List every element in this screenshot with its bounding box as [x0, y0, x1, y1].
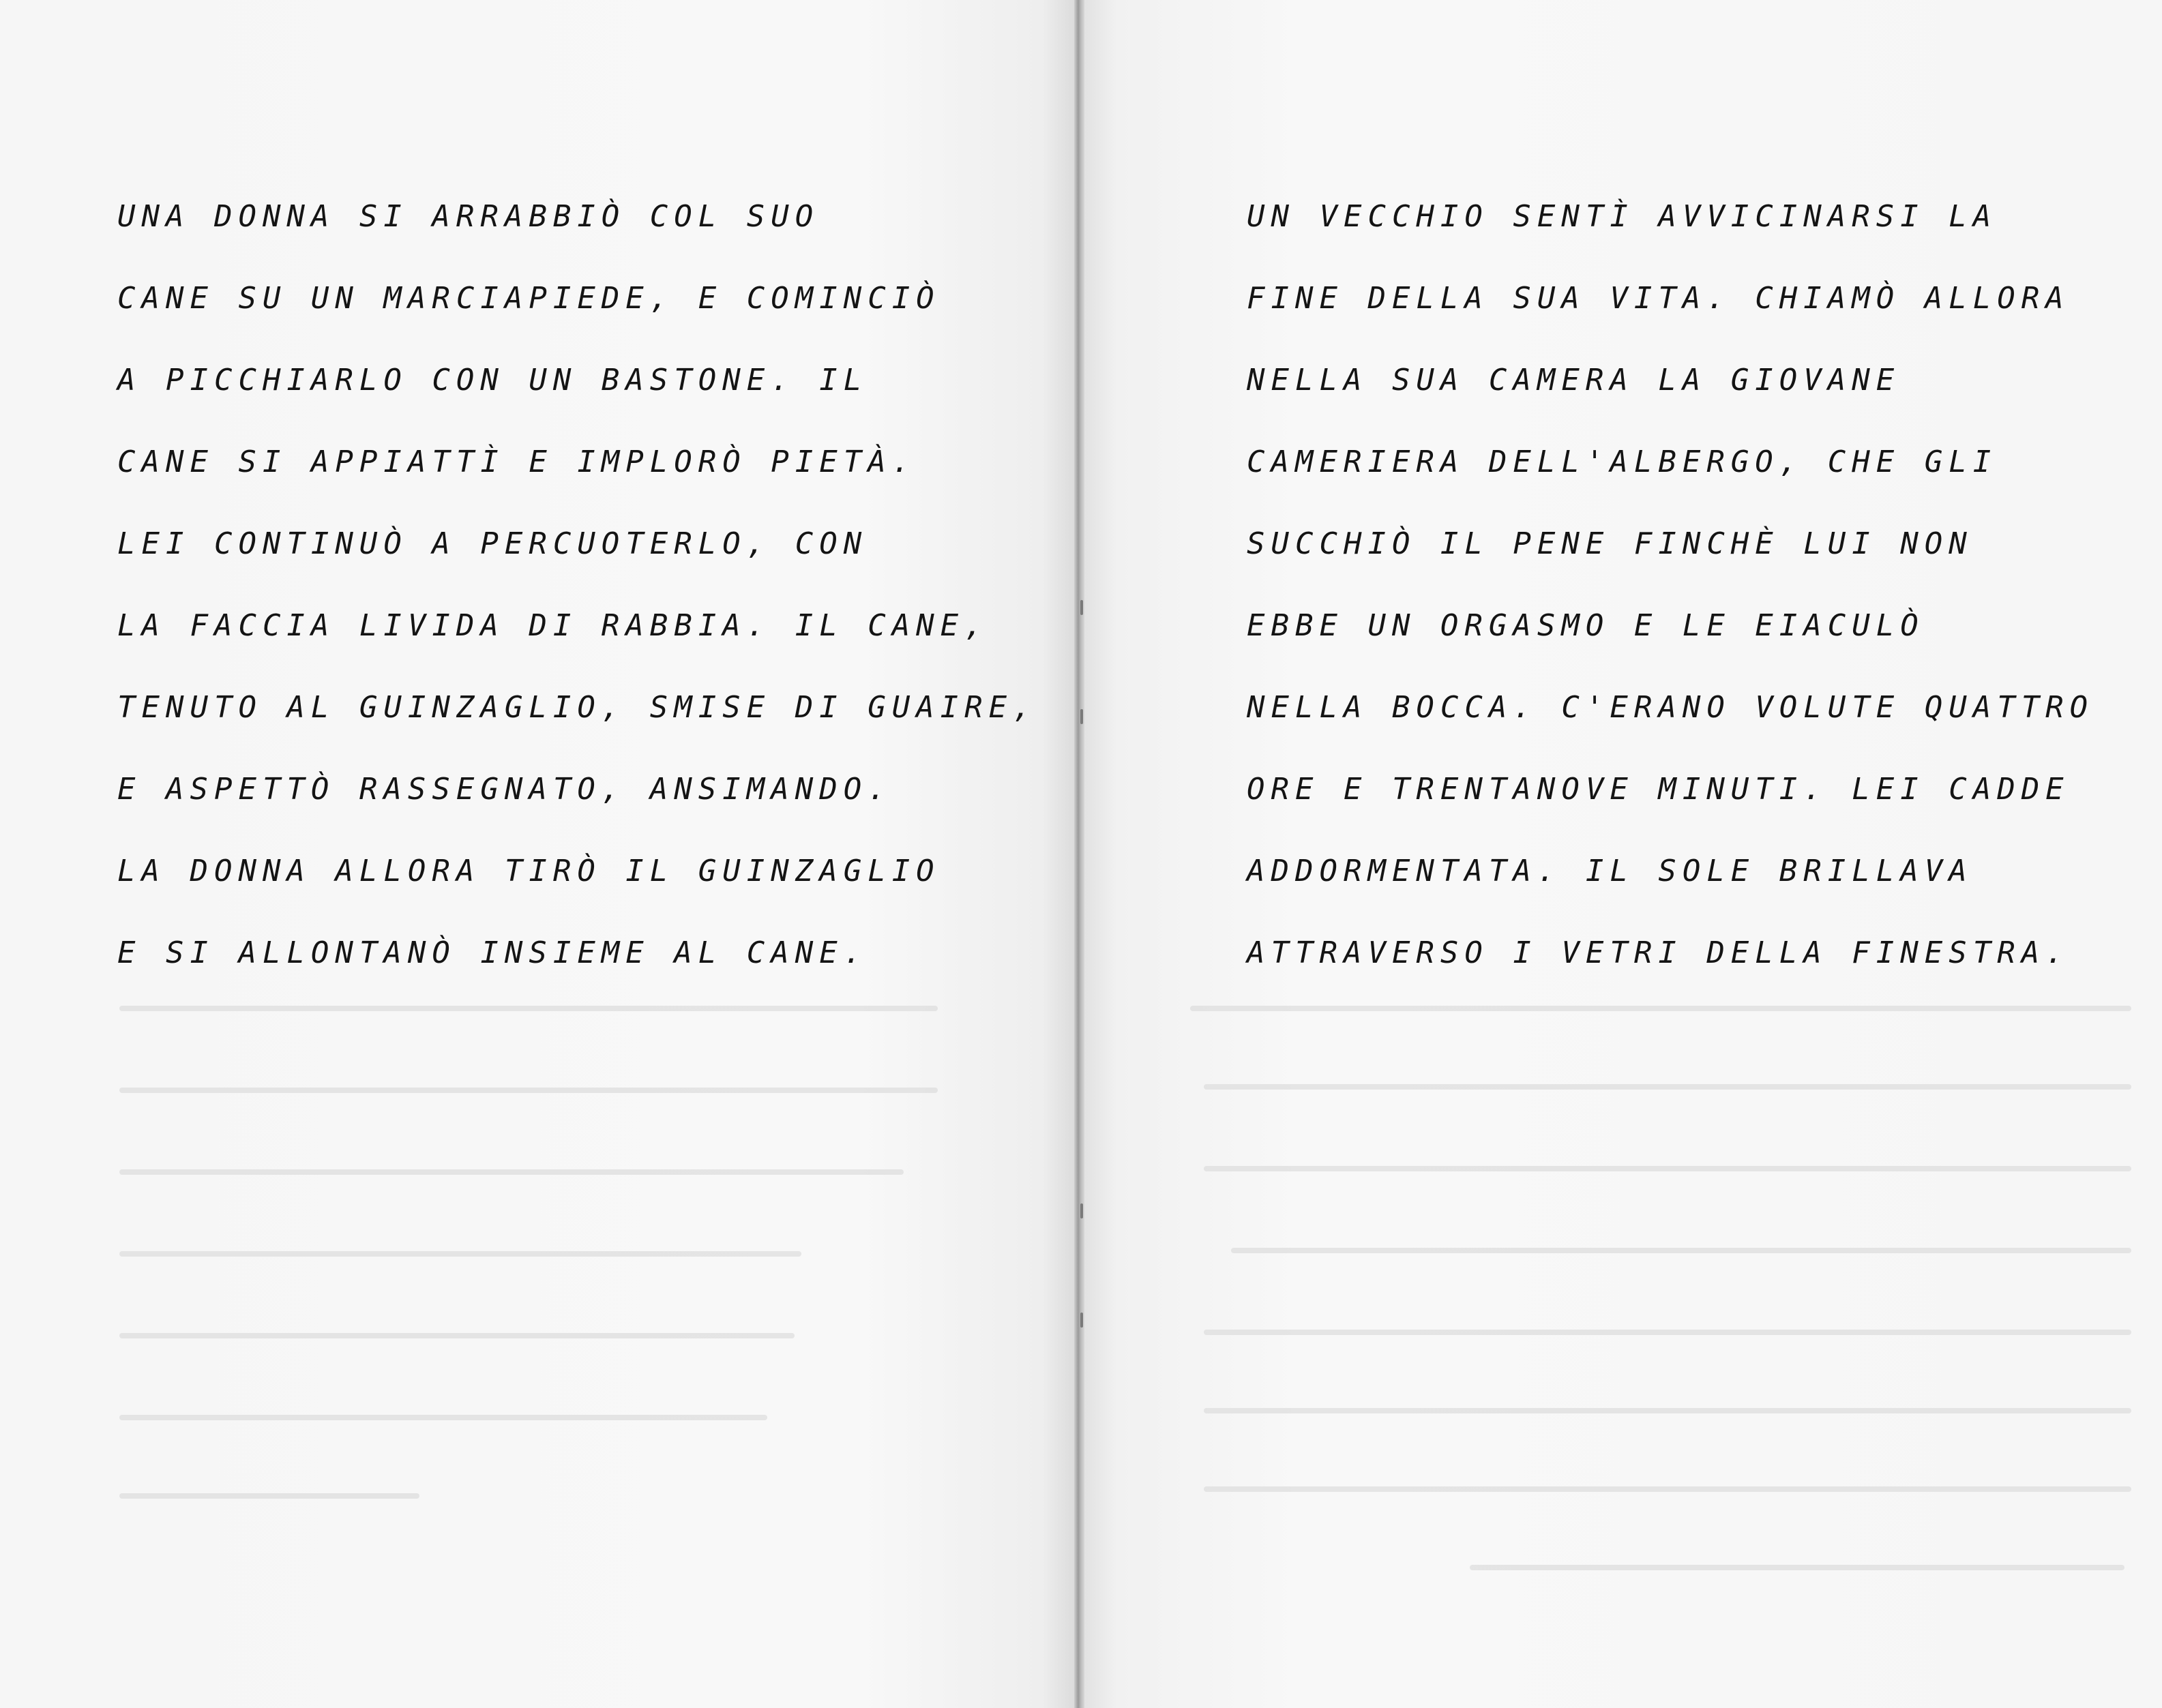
text-line: UN VECCHIO SENTÌ AVVICINARSI LA [1247, 199, 1998, 234]
right-page-text [1247, 176, 2094, 994]
text-line: TENUTO AL GUINZAGLIO, SMISE DI GUAIRE, [117, 690, 1037, 725]
text-line: LEI CONTINUÒ A PERCUOTERLO, CON [117, 526, 868, 561]
text-line: ATTRAVERSO I VETRI DELLA FINESTRA. [1247, 935, 2070, 970]
text-line: E ASPETTÒ RASSEGNATO, ANSIMANDO. [117, 772, 892, 807]
show-through-line [1204, 1486, 2131, 1492]
show-through-line [1204, 1330, 2131, 1335]
show-through-line [119, 1333, 795, 1338]
text-line: LA FACCIA LIVIDA DI RABBIA. IL CANE, [117, 608, 989, 643]
show-through-line [119, 1088, 938, 1093]
text-line: UNA DONNA SI ARRABBIÒ COL SUO [117, 199, 820, 234]
show-through-line [1231, 1248, 2131, 1253]
text-line: NELLA SUA CAMERA LA GIOVANE [1247, 363, 1901, 398]
show-through-line [1204, 1408, 2131, 1413]
staple [1080, 709, 1083, 724]
show-through-line [119, 1493, 419, 1499]
show-through-line [119, 1006, 938, 1011]
text-line: ADDORMENTATA. IL SOLE BRILLAVA [1247, 854, 1973, 888]
show-through-line [119, 1169, 904, 1175]
staple [1080, 1313, 1083, 1328]
text-line: FINE DELLA SUA VITA. CHIAMÒ ALLORA [1247, 281, 2070, 316]
show-through-line [1204, 1166, 2131, 1171]
show-through-line [119, 1251, 801, 1257]
text-line: EBBE UN ORGASMO E LE EIACULÒ [1247, 608, 1925, 643]
text-line: CANE SI APPIATTÌ E IMPLORÒ PIETÀ. [117, 445, 917, 479]
staple [1080, 600, 1083, 615]
show-through-line [1190, 1006, 2131, 1011]
text-line: CANE SU UN MARCIAPIEDE, E COMINCIÒ [117, 281, 941, 316]
book-gutter [1074, 0, 1084, 1708]
text-line: LA DONNA ALLORA TIRÒ IL GUINZAGLIO [117, 854, 941, 888]
show-through-line [119, 1415, 767, 1420]
text-line: E SI ALLONTANÒ INSIEME AL CANE. [117, 935, 868, 970]
text-line: ORE E TRENTANOVE MINUTI. LEI CADDE [1247, 772, 2070, 807]
show-through-line [1470, 1565, 2124, 1570]
text-line: SUCCHIÒ IL PENE FINCHÈ LUI NON [1247, 526, 1973, 561]
left-page-text [117, 176, 1037, 994]
text-line: NELLA BOCCA. C'ERANO VOLUTE QUATTRO [1247, 690, 2094, 725]
text-line: A PICCHIARLO CON UN BASTONE. IL [117, 363, 868, 398]
staple [1080, 1203, 1083, 1218]
show-through-line [1204, 1084, 2131, 1090]
text-line: CAMERIERA DELL'ALBERGO, CHE GLI [1247, 445, 1998, 479]
